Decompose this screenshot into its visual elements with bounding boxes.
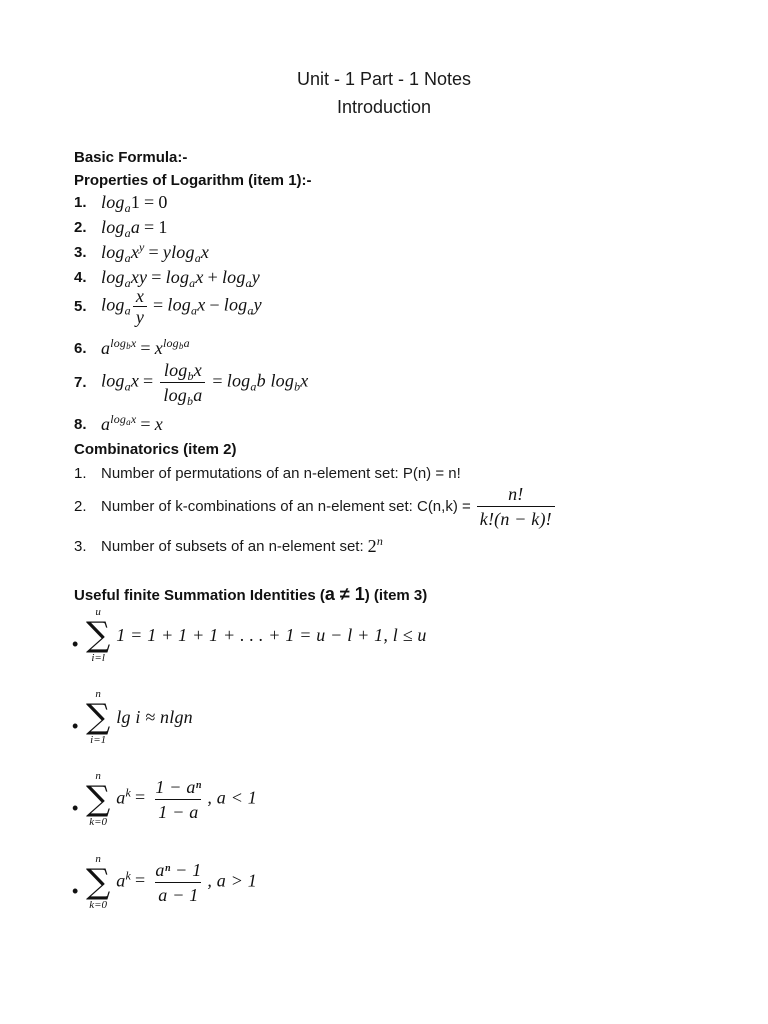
formula: $a^k$ = $\frac{\text{1 − aⁿ}}{1 - a}$ , a < 1 bbox=[116, 776, 257, 822]
item-number: 4. bbox=[74, 269, 87, 286]
combinatorics-heading: Combinatorics (item 2) bbox=[74, 441, 237, 458]
item-number: 1. bbox=[74, 194, 87, 211]
log-property-7 bbox=[74, 360, 309, 408]
formula: $a^{log_ax} = x$ bbox=[101, 412, 163, 434]
combinatorics-item-1 bbox=[74, 465, 461, 482]
log-property-3 bbox=[74, 242, 209, 263]
summation-identity-2 bbox=[72, 688, 193, 746]
page-title: Unit - 1 Part - 1 Notes bbox=[296, 69, 472, 89]
formula: $\log_ax$ = $\frac{\log_bx}{\log_ba}$ = $\log_ab$ $\log_bx$ bbox=[101, 360, 309, 408]
log-property-6 bbox=[74, 338, 190, 359]
item-text: Number of permutations of an n-element set: P(n) = n! bbox=[101, 465, 461, 482]
formula: 1 = 1 + 1 + 1 + . . . + 1 = u − l + 1, l ≤ u bbox=[116, 624, 427, 645]
bullet-icon: • bbox=[72, 633, 79, 654]
item-number: 7. bbox=[74, 374, 87, 391]
summation-identity-1 bbox=[72, 606, 427, 664]
sigma-symbol: n ∑ i=1 bbox=[86, 688, 111, 746]
bullet-icon: • bbox=[72, 715, 79, 736]
sigma-symbol: n ∑ k=0 bbox=[86, 770, 111, 828]
fraction-numerator: n! bbox=[508, 484, 524, 504]
log-property-8 bbox=[74, 414, 163, 435]
formula: $\log_axy = \log_ax + \log_ay$ bbox=[101, 267, 260, 290]
item-text: Number of subsets of an n-element set: bbox=[101, 538, 364, 555]
formula: $a^k$ = $\frac{\text{aⁿ − 1}}{a - 1}$ , a > 1 bbox=[116, 859, 257, 905]
summation-identity-4 bbox=[72, 853, 257, 911]
log-property-4 bbox=[74, 267, 260, 288]
formula: $\log_a1 = 0$ bbox=[101, 192, 168, 215]
item-number: 3. bbox=[74, 244, 87, 261]
item-number: 3. bbox=[74, 538, 87, 555]
summation-identity-3 bbox=[72, 770, 257, 828]
formula: lg i ≈ nlgn bbox=[116, 706, 193, 727]
bullet-icon: • bbox=[72, 797, 79, 818]
formula: $\log_ax^y = ylog_ax$ bbox=[101, 240, 210, 265]
item-text: Number of k-combinations of an n-element set: C(n,k) = bbox=[101, 498, 471, 515]
item-number: 2. bbox=[74, 219, 87, 236]
formula: $a^{log_bx} = x^{log_ba}$ bbox=[101, 336, 190, 358]
page-subtitle: Introduction bbox=[336, 97, 432, 117]
item-number: 1. bbox=[74, 465, 87, 482]
item-number: 8. bbox=[74, 416, 87, 433]
subsets-formula: 2$^n$ bbox=[367, 534, 384, 556]
formula: $\log_aa = 1$ bbox=[101, 217, 168, 240]
combinatorics-item-3 bbox=[74, 536, 383, 557]
item-number: 6. bbox=[74, 340, 87, 357]
formula: $\log_a$ $\frac{x}{y}$ = $\log_ax - \log_ay$ bbox=[101, 286, 262, 327]
item-number: 5. bbox=[74, 298, 87, 315]
log-properties-heading: Properties of Logarithm (item 1):- bbox=[74, 172, 312, 189]
log-property-5 bbox=[74, 287, 262, 326]
basic-formula-heading: Basic Formula:- bbox=[74, 149, 188, 166]
combinatorics-item-2 bbox=[74, 484, 558, 529]
bullet-icon: • bbox=[72, 880, 79, 901]
summation-heading: Useful finite Summation Identities (a ≠ 1) (item 3) bbox=[74, 584, 428, 604]
sigma-symbol: n ∑ k=0 bbox=[86, 853, 111, 911]
item-number: 2. bbox=[74, 498, 87, 515]
log-property-2 bbox=[74, 217, 168, 238]
combination-fraction bbox=[477, 484, 555, 529]
sigma-symbol: u ∑ i=l bbox=[86, 606, 111, 664]
fraction-denominator: k!(n − k)! bbox=[477, 506, 555, 529]
log-property-1 bbox=[74, 192, 168, 213]
